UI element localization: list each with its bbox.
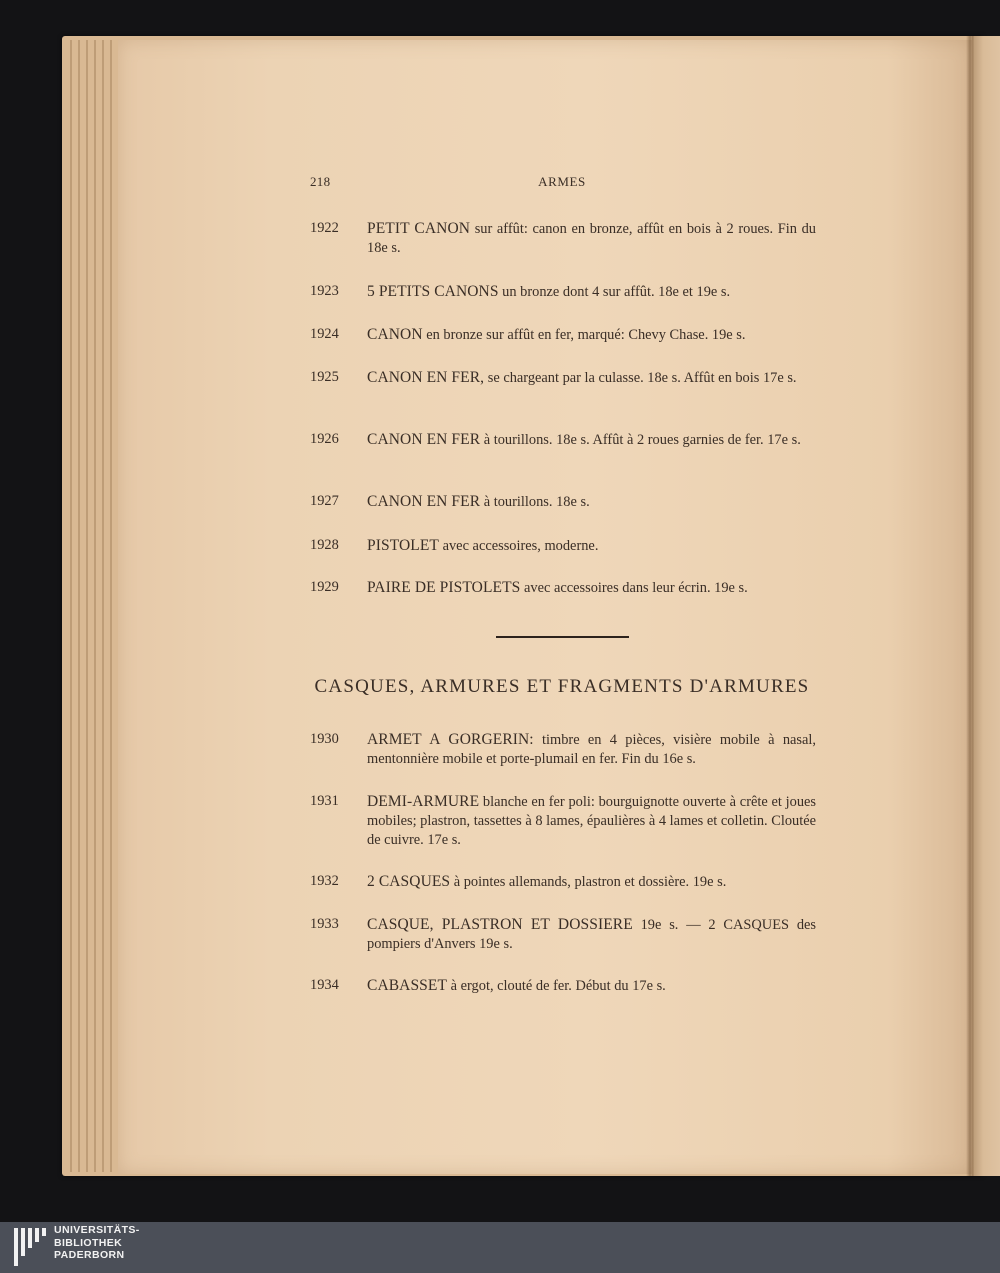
entry-text [367,536,816,556]
library-name-line: BIBLIOTHEK [54,1236,123,1249]
entry-lead: DEMI-ARMURE [367,793,480,810]
entry-description: timbre en 4 pièces, visière mobile à nasal, mentonnière mobile et porte-plumail en fer. Fin du 16e s. [367,732,816,767]
entry-text [367,792,816,850]
catalog-entry [310,872,816,892]
catalog-entry [310,430,816,450]
entry-description: un bronze dont 4 sur affût. 18e et 19e s. [498,284,731,300]
entry-number: 1934 [310,977,339,993]
entry-description: à tourillons. 18e s. [480,494,590,510]
catalog-entry [310,578,816,598]
entry-text [367,325,816,345]
catalog-entry [310,219,816,258]
library-name-line: UNIVERSITÄTS- [54,1224,140,1236]
page-edge [70,40,72,1172]
page-edge [102,40,104,1172]
entry-description: à ergot, clouté de fer. Début du 17e s. [447,978,666,994]
entry-number: 1928 [310,537,339,553]
entry-lead: PISTOLET [367,537,439,554]
entry-number: 1923 [310,283,339,299]
page-edge [110,40,112,1172]
entry-lead: 2 CASQUES [367,873,451,890]
book-page [118,40,973,1174]
entry-text [367,492,816,512]
entry-description: en bronze sur affût en fer, marqué: Chevy Chase. 19e s. [422,327,746,343]
entry-number: 1931 [310,793,339,809]
entry-number: 1932 [310,873,339,889]
entry-text [367,368,816,388]
entry-lead: PETIT CANON [367,220,471,237]
catalog-entry [310,976,816,996]
entry-text [367,915,816,954]
entry-lead: CANON EN FER [367,493,481,510]
section-title: CASQUES, ARMURES ET FRAGMENTS D'ARMURES [314,676,810,697]
entry-lead: CANON EN FER [367,431,481,448]
library-logo-icon [12,1226,48,1268]
catalog-entry [310,915,816,954]
catalog-entry [310,730,816,769]
entry-lead: CANON EN FER, [367,369,485,386]
entry-lead: CASQUE, PLASTRON ET DOSSIERE [367,916,633,933]
section-divider [496,636,629,638]
entry-description: 19e s. — 2 CASQUES des pompiers d'Anvers 19e s. [367,917,816,952]
entry-number: 1925 [310,369,339,385]
entry-description: avec accessoires dans leur écrin. 19e s. [520,580,748,596]
catalog-entry [310,282,816,302]
library-name [54,1224,140,1262]
entry-text [367,976,816,996]
entry-lead: CANON [367,326,423,343]
entry-text [367,430,816,450]
book-gutter [966,36,974,1176]
entry-text [367,872,816,892]
page-edge [94,40,96,1172]
catalog-entry [310,792,816,850]
entry-description: sur affût: canon en bronze, affût en bois à 2 roues. Fin du 18e s. [367,221,816,256]
entry-text [367,282,816,302]
entry-description: blanche en fer poli: bourguignotte ouverte à crête et joues mobiles; plastron, tassettes à 8 lames, épaulières à 4 lames et colletin. Cloutée de cuivre. 17e s. [367,794,816,848]
entry-description: à pointes allemands, plastron et dossière. 19e s. [450,874,727,890]
entry-description: à tourillons. 18e s. Affût à 2 roues garnies de fer. 17e s. [480,432,801,448]
catalog-entry [310,368,816,388]
entry-number: 1922 [310,220,339,236]
entry-text [367,578,816,598]
library-name-line: PADERBORN [54,1249,125,1261]
entry-number: 1930 [310,731,339,747]
facing-page-edge [972,36,1000,1176]
entry-number: 1927 [310,493,339,509]
entry-text [367,219,816,258]
page-edge [78,40,80,1172]
entry-lead: 5 PETITS CANONS [367,283,499,300]
entry-number: 1926 [310,431,339,447]
entry-description: avec accessoires, moderne. [439,538,599,554]
running-title: ARMES [538,174,586,189]
entry-lead: ARMET A GORGERIN: [367,731,534,748]
entry-number: 1933 [310,916,339,932]
entry-lead: CABASSET [367,977,448,994]
entry-number: 1929 [310,579,339,595]
entry-number: 1924 [310,326,339,342]
page-edge [86,40,88,1172]
running-header [310,174,814,194]
catalog-entry [310,492,816,512]
entry-lead: PAIRE DE PISTOLETS [367,579,521,596]
entry-text [367,730,816,769]
catalog-entry [310,536,816,556]
catalog-entry [310,325,816,345]
page-number: 218 [310,174,331,189]
footer-bar [0,1222,1000,1273]
entry-description: se chargeant par la culasse. 18e s. Affût en bois 17e s. [484,370,797,386]
